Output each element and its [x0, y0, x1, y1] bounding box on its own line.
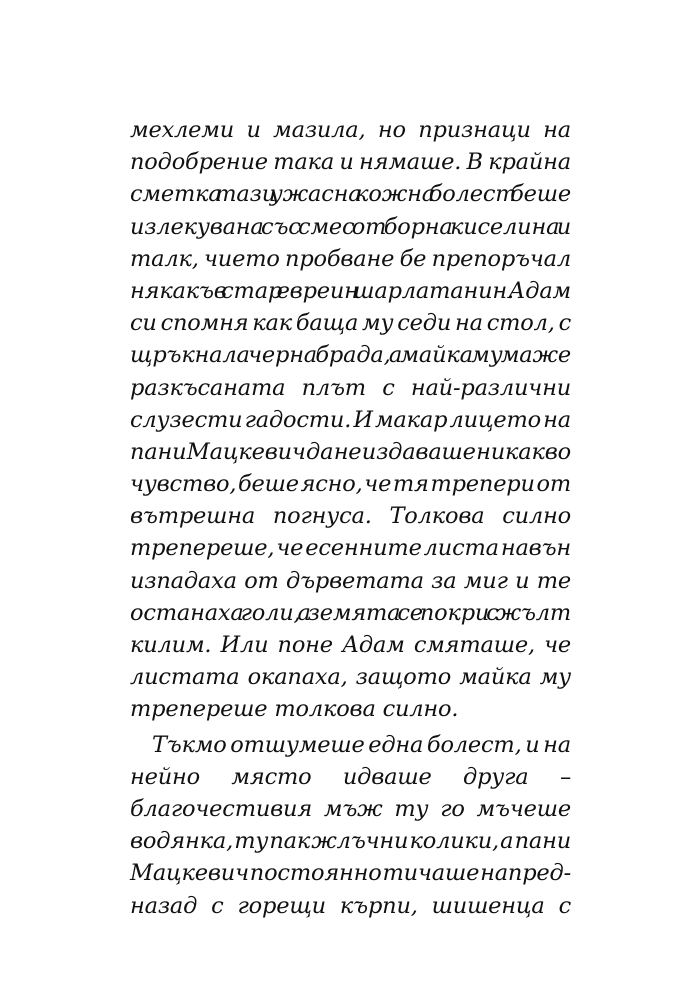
text-line: някакъв стар евреин шарлатанин. Адам — [130, 277, 571, 304]
text-line: сметка тази ужасна кожна болест беше — [130, 181, 571, 208]
text-line: останаха голи, а земята се покри с жълт — [130, 599, 571, 626]
text-line: излекувана със смес от борна киселина и — [130, 213, 571, 240]
text-line: слузести гадости. И макар лицето на — [130, 406, 571, 433]
text-line: пани Мацкевич да не издаваше никакво — [130, 438, 571, 465]
paragraph-2 — [130, 729, 571, 922]
text-line: листата окапаха, защото майка му — [130, 664, 571, 691]
text-line: мехлеми и мазила, но признаци на — [130, 117, 571, 143]
text-line: Тъкмо отшумеше една болест, и на — [152, 731, 571, 758]
text-line: Мацкевич постоянно тичаше напред- — [130, 860, 571, 887]
text-line: талк, чието пробване бе препоръчал — [130, 245, 571, 272]
text-line: разкъсаната плът с най-различни — [130, 374, 571, 401]
text-line: благочестивия мъж ту го мъчеше — [130, 795, 571, 822]
text-line: вътрешна погнуса. Толкова силно — [130, 503, 571, 530]
text-line: килим. Или поне Адам смяташе, че — [130, 632, 571, 658]
text-line: водянка, ту пак жлъчни колики, а пани — [130, 828, 571, 855]
text-line: подобрение така и нямаше. В крайна — [130, 149, 571, 176]
text-line: нейно място идваше друга – — [130, 763, 571, 790]
text-line: чувство, беше ясно, че тя трепери от — [130, 471, 571, 498]
text-line: назад с горещи кърпи, шишенца с — [130, 892, 571, 919]
text-line: си спомня как баща му седи на стол, с — [130, 310, 571, 337]
text-line: трепереше, че есенните листа навън — [130, 535, 571, 562]
body-text — [130, 114, 571, 922]
text-line: щръкнала черна брада, а майка му маже — [130, 342, 571, 369]
text-line: трепереше толкова силно. — [130, 696, 459, 723]
text-line: изпадаха от дърветата за миг и те — [130, 567, 571, 594]
paragraph-1 — [130, 114, 571, 726]
